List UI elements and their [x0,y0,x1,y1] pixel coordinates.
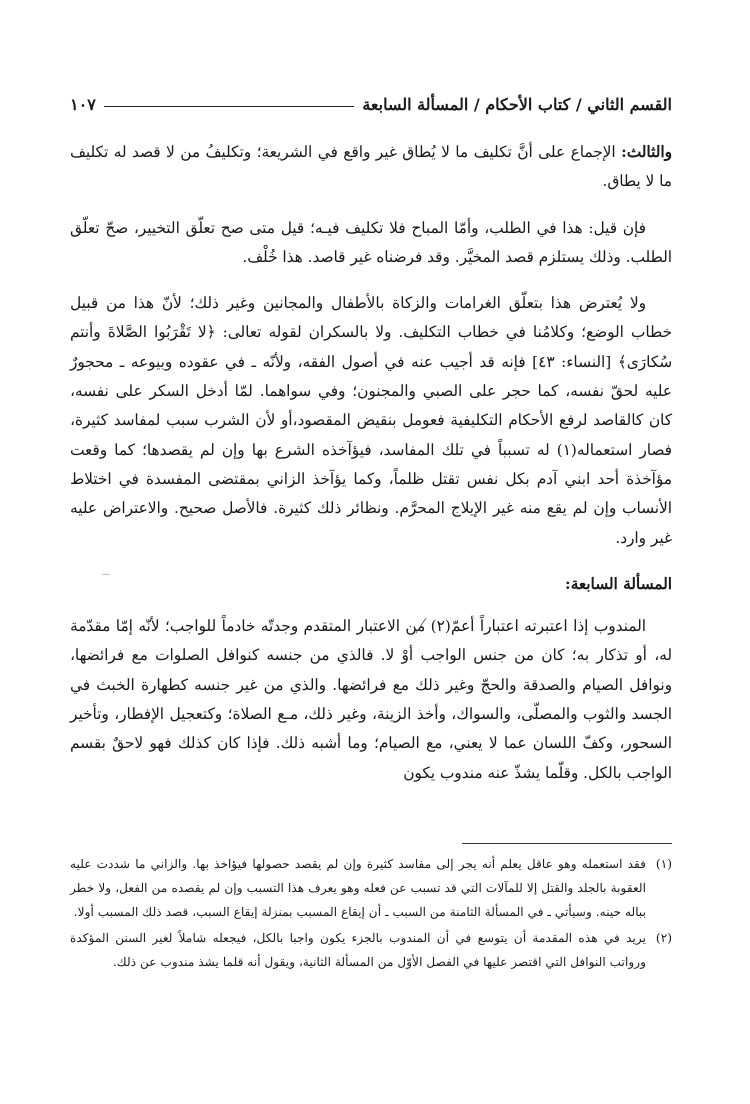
paragraph-third-argument [70,138,672,197]
page-number: ١٠٧ [70,95,96,114]
running-head-title: القسم الثاني / كتاب الأحكام / المسألة السابعة [362,95,672,114]
footnote [70,926,672,974]
running-header [70,84,672,114]
scan-artifact-stroke [414,616,428,634]
paragraph-mandub: المندوب إذا اعتبرته اعتباراً أعمّ(٢) من الاعتبار المتقدم وجدتّه خادماً للواجب؛ لأنّه إمّا مقدّمة له، أو تذكار به؛ كان من جنس الواجب أوْ لا. فالذي من جنسه كنوافل الصلوات مع فرائضها، ونوافل الصيام والصدقة والحجّ وغير ذلك مع فرائضها. والذي من غير جنسه كطهارة الخبث في الجسد والثوب والمصلّى، والسواك، وأخذ الزينة، وغير ذلك، مـع الصلاة؛ وكتعجيل الإفطار، وتأخير السحور، وكفّ اللسان عما لا يعني، مع الصيام؛ وما أشبه ذلك. فإذا كان كذلك فهو لاحقٌ بقسم الواجب بالكل. وقلّما يشذّ عنه مندوب يكون [70,617,672,782]
footnote-rule [462,843,672,844]
paragraph-lead: والثالث: [621,143,672,161]
footnote-text: فقد استعمله وهو عاقل يعلم أنه يجر إلى مفاسد كثيرة وإن لم يقصد حصولها فيؤاخذ بها. والزاني ما شددت عليه العقوبة بالجلد والقتل إلا للمآلات التي قد تسبب عن فعله وهو يعرف هذا التسبب وإن لم يقصده من الفعل، ولا خطر بباله حينه. وسيأتي ـ في المسألة الثامنة من السبب ـ أن إيقاع المسبب بمنزلة إيقاع السبب، قصد ذلك المسبب أولا. [70,857,646,919]
paragraph-objection: فإن قيل: هذا في الطلب، وأمّا المباح فلا تكليف فيـه؛ قيل متى صح تعلّق التخيير، صحّ تعلّق الطلب. وذلك يستلزم قصد المخيَّر. وقد فرضناه غير قاصد. هذا خُلْف. [70,218,672,266]
header-rule [104,106,355,107]
paragraph-text: الإجماع على أنَّ تكليف ما لا يُطاق غير واقع في الشريعة؛ وتكليفُ من لا قصد له تكليف ما لا يطاق. [70,143,672,191]
main-text [70,138,672,805]
scan-artifact-dash [102,574,110,575]
footnote-marker: (١) [655,857,672,871]
footnote-text: يريد في هذه المقدمة أن يتوسع في أن المندوب بالجزء يكون واجبا بالكل، فيجعله شاملاً لغير السنن المؤكدة ورواتب النوافل التي اقتصر عليها في الفصل الأوّل من المسألة الثانية، ويقول أنه قلما يشذ مندوب عن ذلك. [70,931,646,969]
paragraph-reply: ولا يُعترض هذا بتعلّق الغرامات والزكاة بالأطفال والمجانين وغير ذلك؛ لأنّ هذا من قبيل خطاب الوضع؛ وكلامُنا في خطاب التكليف. ولا بالسكران لقوله تعالى: ﴿لا تَقْرَبُوا الصَّلاةَ وأنتم سُكارَى﴾ [النساء: ٤٣] فإنه قد أجيب عنه في أصول الفقه، ولأنّه ـ في عقوده وبيوعه ـ محجورٌ عليه لحقّ نفسه، كما حجر على الصبي والمجنون؛ وفي سواهما. لمّا أدخل السكر على نفسه، كان كالقاصد لرفع الأحكام التكليفية فعومل بنقيض المقصود،أو لأن الشرب سبب لمفاسد كثيرة، فصار استعماله(١) له تسبباً في تلك المفاسد، فيؤآخذه الشرع بها وإن لم يقصدها؛ كما وقعت مؤآخذة أحد ابني آدم بكل نفس تقتل ظلماً، وكما يؤآخذ الزاني بمقتضى المفسدة في اختلاط الأنساب وإن لم يقع منه غير الإيلاج المحرَّم. ونظائر ذلك كثيرة. فالأصل صحيح. والاعتراض عليه غير وارد. [70,294,673,547]
footnote-marker: (٢) [655,931,672,945]
footnote [70,852,672,924]
section-heading: المسألة السابعة: [565,574,672,593]
footnotes [70,852,672,976]
